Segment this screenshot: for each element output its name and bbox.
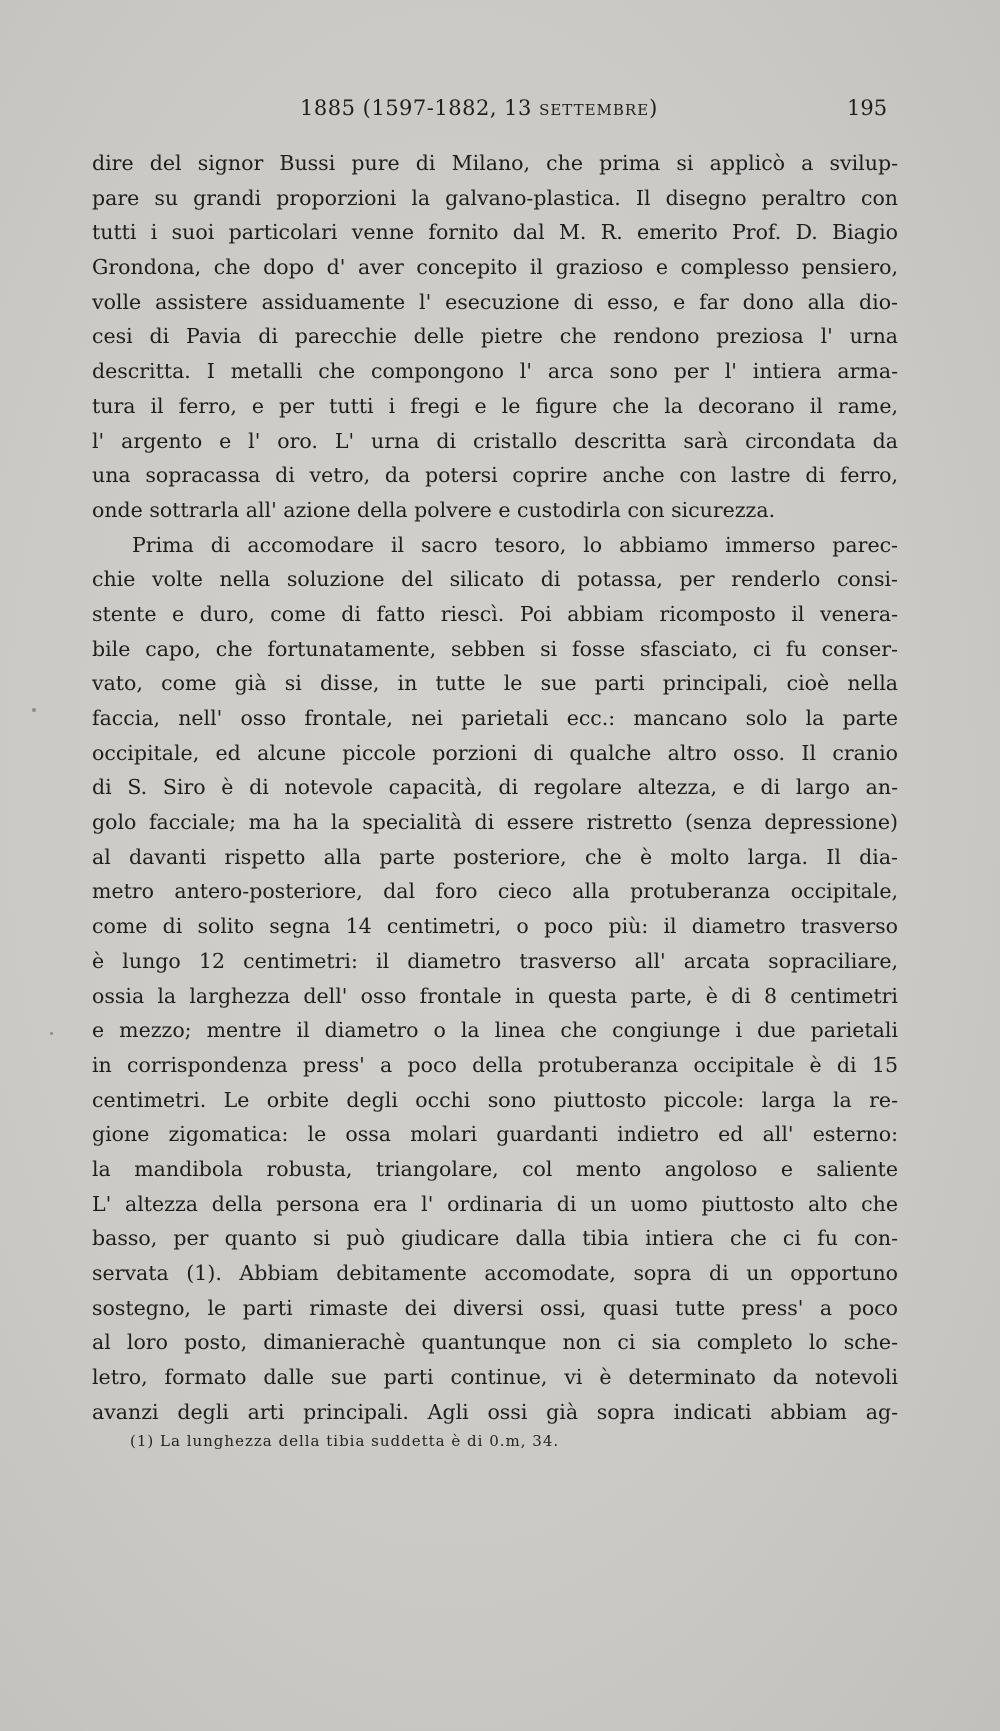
text-line: in corrispondenza press' a poco della protuberanza occipitale è di 15 (92, 1052, 898, 1077)
text-line: letro, formato dalle sue parti continue, vi è determinato da notevoli (92, 1365, 898, 1390)
header-range-suffix: ) (649, 96, 658, 120)
text-line: tutti i suoi particolari venne fornito dal M. R. emerito Prof. D. Biagio (92, 220, 898, 245)
text-line: pare su grandi proporzioni la galvano-plastica. Il disegno peraltro con (92, 185, 898, 210)
text-line: cesi di Pavia di parecchie delle pietre che rendono preziosa l' urna (92, 324, 898, 349)
text-line: bile capo, che fortunatamente, sebben si fosse sfasciato, ci fu conser- (92, 636, 898, 661)
text-line: avanzi degli arti principali. Agli ossi già sopra indicati abbiam ag- (92, 1399, 898, 1424)
page-number: 195 (847, 96, 888, 120)
text-line: la mandibola robusta, triangolare, col mento angoloso e saliente (92, 1156, 898, 1181)
text-line: ossia la larghezza dell' osso frontale in questa parte, è di 8 centimetri (92, 983, 898, 1008)
text-line: gione zigomatica: le ossa molari guardanti indietro ed all' esterno: (92, 1122, 898, 1147)
text-line: metro antero-posteriore, dal foro cieco alla protuberanza occipitale, (92, 879, 898, 904)
text-line: occipitale, ed alcune piccole porzioni di qualche altro osso. Il cranio (92, 740, 898, 765)
text-line: volle assistere assiduamente l' esecuzione di esso, e far dono alla dio- (92, 289, 898, 314)
text-line: tura il ferro, e per tutti i fregi e le figure che la decorano il rame, (92, 393, 898, 418)
text-line: sostegno, le parti rimaste dei diversi ossi, quasi tutte press' a poco (92, 1295, 898, 1320)
running-head-title (300, 96, 658, 120)
header-month: SETTEMBRE (539, 101, 650, 119)
text-line: l' argento e l' oro. L' urna di cristallo descritta sarà circondata da (92, 428, 898, 453)
header-year: 1885 (300, 96, 356, 120)
running-head (0, 96, 1000, 130)
text-line: Prima di accomodare il sacro tesoro, lo abbiamo immerso parec- (132, 532, 898, 557)
scan-speck (50, 1032, 53, 1035)
header-range-prefix: (1597-1882, 13 (362, 96, 532, 120)
text-line: onde sottrarla all' azione della polvere e custodirla con sicurezza. (92, 497, 776, 522)
text-line: servata (1). Abbiam debitamente accomodate, sopra di un opportuno (92, 1261, 898, 1285)
text-line: dire del signor Bussi pure di Milano, che prima si applicò a svilup- (92, 151, 898, 175)
text-line: centimetri. Le orbite degli occhi sono piuttosto piccole: larga la re- (92, 1087, 898, 1112)
text-line: è lungo 12 centimetri: il diametro trasverso all' arcata sopraciliare, (92, 948, 898, 973)
text-line: golo facciale; ma ha la specialità di essere ristretto (senza depressione) (92, 810, 898, 835)
text-line: al loro posto, dimanierachè quantunque non ci sia completo lo sche- (92, 1330, 898, 1355)
scan-speck (32, 708, 36, 712)
text-line: vato, come già si disse, in tutte le sue parti principali, cioè nella (92, 671, 898, 696)
text-line: L' altezza della persona era l' ordinaria di un uomo piuttosto alto che (92, 1191, 898, 1216)
text-line: descritta. I metalli che compongono l' arca sono per l' intiera arma- (92, 359, 898, 384)
text-line: come di solito segna 14 centimetri, o poco più: il diametro trasverso (92, 914, 898, 939)
text-line: basso, per quanto si può giudicare dalla tibia intiera che ci fu con- (92, 1226, 898, 1251)
text-line: al davanti rispetto alla parte posteriore, che è molto larga. Il dia- (92, 844, 898, 869)
text-line: stente e duro, come di fatto riescì. Poi abbiam ricomposto il venera- (92, 601, 898, 626)
footnote: (1) La lunghezza della tibia suddetta è di 0.m, 34. (130, 1432, 560, 1450)
body-text (92, 146, 898, 1429)
text-line: e mezzo; mentre il diametro o la linea che congiunge i due parietali (92, 1018, 898, 1043)
text-line: Grondona, che dopo d' aver concepito il grazioso e complesso pensiero, (92, 255, 898, 280)
text-line: di S. Siro è di notevole capacità, di regolare altezza, e di largo an- (92, 775, 898, 800)
text-line: chie volte nella soluzione del silicato di potassa, per renderlo consi- (92, 567, 898, 592)
text-line: faccia, nell' osso frontale, nei parietali ecc.: mancano solo la parte (92, 706, 898, 730)
text-line: una sopracassa di vetro, da potersi coprire anche con lastre di ferro, (92, 463, 898, 488)
